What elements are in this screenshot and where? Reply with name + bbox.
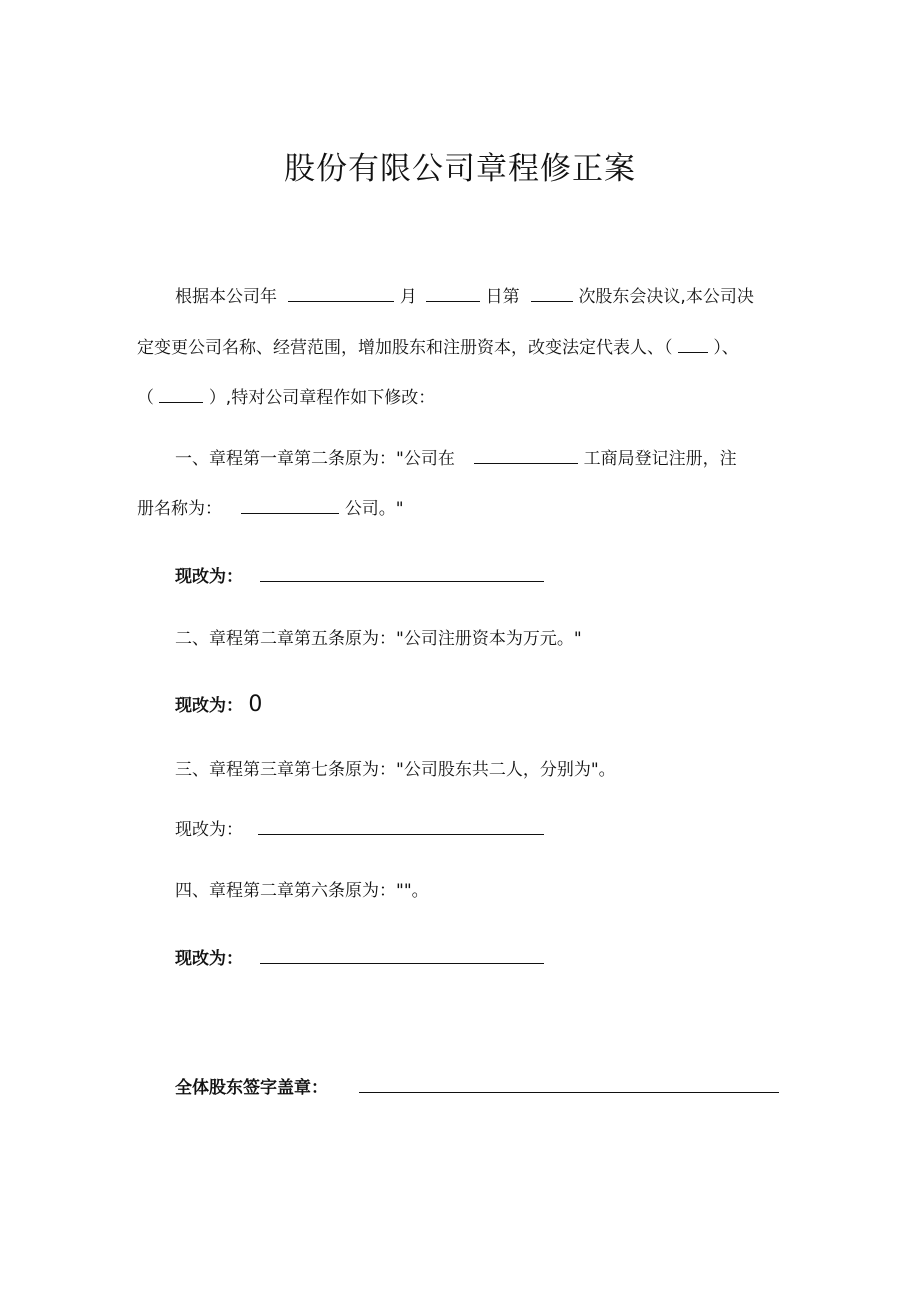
intro-text: ）,特对公司章程作如下修改： [208,388,436,408]
representative-blank-1 [678,336,708,353]
article-two: 二、章程第二章第五条原为："公司注册资本为万元。" [175,629,582,649]
revision-blank [260,565,544,582]
article-text: 一、章程第一章第二条原为："公司在 [175,449,455,469]
revision-2 [175,693,262,718]
day-label: 日第 [485,287,520,307]
revised-label: 现改为： [175,567,243,587]
revision-blank [260,947,544,964]
article-four: 四、章程第二章第六条原为：""。 [175,881,429,901]
revision-1 [175,565,544,589]
intro-text: 根据本公司年 [175,287,277,307]
revision-3 [175,818,544,842]
article-one-line-2 [137,497,404,521]
intro-line-2 [137,336,739,360]
article-text: 公司。" [344,499,404,519]
article-text: 工商局登记注册，注 [583,449,737,469]
intro-line-3 [137,386,435,410]
intro-text: ）、 [713,338,739,358]
revision-4 [175,947,544,971]
revised-label: 现改为： [175,696,243,716]
article-text: 册名称为： [137,499,222,519]
signature-blank [359,1076,779,1093]
document-title: 股份有限公司章程修正案 [284,151,636,187]
signature-line [175,1076,779,1100]
intro-text: 定变更公司名称、经营范围，增加股东和注册资本，改变法定代表人、（ [137,338,673,358]
revision-blank [258,818,544,835]
intro-text: 次股东会决议,本公司决 [578,287,754,307]
meeting-number-blank [531,285,573,302]
year-blank [288,285,394,302]
company-name-blank [241,497,339,514]
signature-label: 全体股东签字盖章： [175,1078,328,1098]
revised-label: 现改为： [175,949,243,969]
intro-text: （ [137,388,154,408]
revised-value: 0 [248,692,263,717]
representative-blank-2 [159,386,203,403]
article-one-line-1 [175,447,737,471]
month-label: 月 [399,287,417,307]
intro-line-1 [175,285,754,309]
article-three: 三、章程第三章第七条原为："公司股东共二人，分别为"。 [175,760,616,780]
registration-bureau-blank [474,447,578,464]
month-blank [426,285,480,302]
revised-label: 现改为： [175,820,243,840]
